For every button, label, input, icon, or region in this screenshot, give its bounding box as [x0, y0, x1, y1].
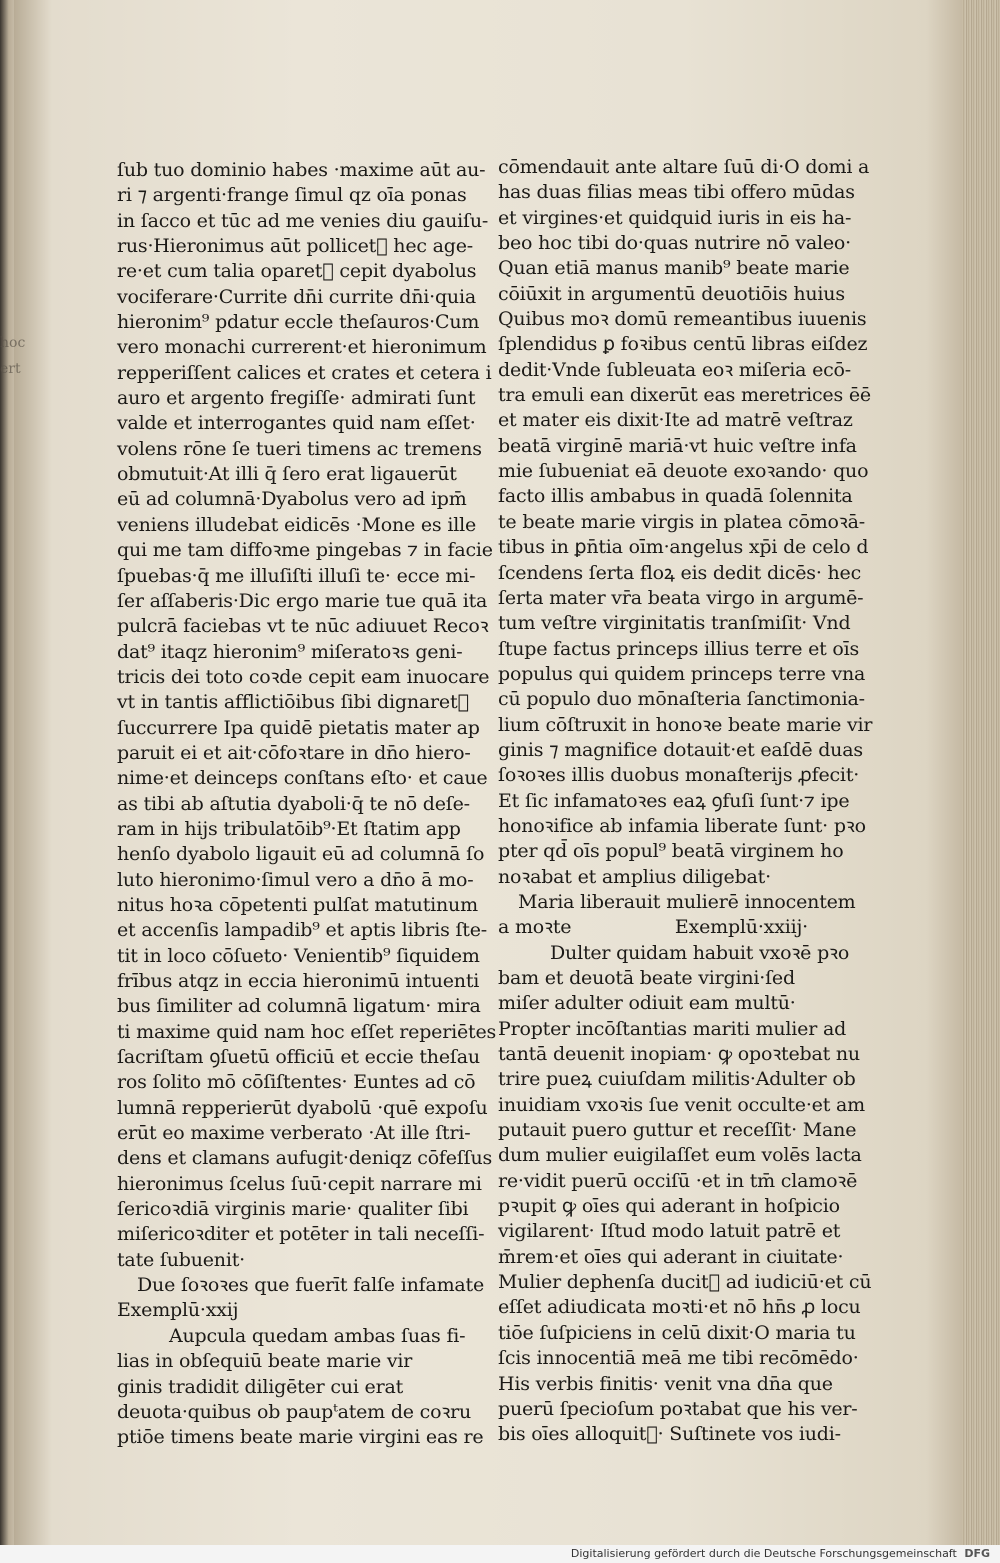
right-column-tail — [498, 941, 872, 1448]
text-line: et accenſis lampadib⁹ et aptis libris ſte- — [117, 919, 487, 942]
text-line: nime·et deinceps conſtans eſto· et caue — [117, 767, 488, 790]
text-line: et mater eis dixit·Ite ad matrē veſtraz — [498, 409, 853, 432]
text-line: Dulter quidam habuit vxoꝛē pꝛo — [550, 941, 850, 964]
text-line: vt in tantis afflictiōibus ſibi dignaret᷒ — [117, 691, 469, 714]
text-line: ginis tradidit diligēter cui erat — [117, 1375, 404, 1398]
text-line: in ſacco et tūc ad me venies diu gauiſu- — [117, 209, 489, 232]
text-line: bus ſimiliter ad columnā ligatum· mira — [117, 995, 481, 1018]
text-line: ſplendidus ꝑ foꝛibus centū libras eiſdez — [498, 333, 868, 356]
text-line: rus·Hieronimus aūt pollicet᷒ hec age- — [117, 235, 474, 258]
text-line: has duas filias meas tibi offero mūdas — [498, 181, 855, 204]
text-line: tit in loco cōſueto· Venientib⁹ ſiquidem — [117, 944, 480, 967]
text-line: dens et clamans aufugit·deniqz cōfeſſus — [117, 1147, 493, 1170]
text-line: ſuccurrere Ipa quidē pietatis mater ap — [117, 716, 480, 739]
text-line: ri ⁊ argenti·frange ſimul qz oīa ponas — [117, 184, 467, 207]
left-chapter-title: Due ſoꝛoꝛes que fuerīt falſe infamate — [137, 1274, 484, 1297]
text-line: bam et deuotā beate virgini·ſed — [498, 967, 795, 989]
text-line: dum mulier euigilaſſet eum volēs lacta — [498, 1144, 862, 1167]
text-line: te beate marie virgis in platea cōmoꝛā- — [498, 510, 865, 533]
left-exemplum-label: Exemplū·xxij — [117, 1299, 239, 1322]
right-text-column — [498, 155, 873, 1448]
text-line: deuota·quibus ob paupᵗatem de coꝛru — [117, 1400, 472, 1423]
text-line: Quan etiā manus manib⁹ beate marie — [498, 257, 850, 280]
text-line: ti maxime quid nam hoc eſſet reperiētes — [117, 1020, 497, 1043]
text-line: tibus in ꝑn̄tia oīm·angelus xp̄i de celo d — [498, 536, 869, 559]
text-line: dedit·Vnde ſubleuata eoꝛ miſeria ecō- — [498, 358, 852, 381]
text-line: beo hoc tibi do·quas nutrire nō valeo· — [498, 232, 852, 255]
text-line: ſer aſſaberis·Dic ergo marie tue quā ita — [117, 589, 488, 612]
text-line: lium cōſtruxit in honoꝛe beate marie vir — [498, 713, 873, 736]
text-line: volens rōne ſe tueri timens ac tremens — [117, 437, 482, 460]
text-line: ſerta mater vr̄a beata virgo in argumē- — [498, 586, 864, 609]
text-line: tum veſtre virginitatis tranſmiſit· Vnd — [498, 612, 851, 635]
text-line: pulcrā faciebas vt te nūc adiuuet Recoꝛ — [117, 615, 489, 638]
text-line: ſericoꝛdiā virginis marie· qualiter ſibi — [117, 1198, 469, 1221]
text-line: et virgines·et quidquid iuris in eis ha- — [498, 206, 852, 229]
text-line: tiōe ſuſpiciens in celū dixit·O maria tu — [498, 1321, 856, 1344]
text-line: putauit puero guttur et receſſit· Mane — [498, 1119, 857, 1142]
right-exemplum-label: Exemplū·xxiij· — [674, 916, 808, 939]
text-line: honoꝛifice ab infamia liberate ſunt· pꝛo — [498, 814, 866, 837]
text-line: eū ad columnā·Dyabolus vero ad ipm̄ — [117, 488, 467, 511]
text-line: paruit ei et ait·cōfoꝛtare in dn̄o hiero- — [117, 741, 471, 764]
right-column-body — [498, 155, 873, 890]
text-line: ptiōe timens beate marie virgini eas re — [117, 1426, 484, 1449]
text-line: veniens illudebat eidicēs ·Mone es ille — [117, 513, 476, 536]
text-line: valde et interrogantes quid nam eſſet· — [117, 412, 476, 435]
text-line: pꝛupit ꝙ oīes qui aderant in hoſpicio — [498, 1195, 840, 1218]
right-chapter-subtitle: a moꝛte — [498, 916, 572, 939]
text-line: facto illis ambabus in quadā ſolennita — [498, 485, 853, 508]
text-line: re·et cum talia oparet᷒ cepit dyabolus — [117, 260, 477, 283]
text-line: pter qd̄ oīs popul⁹ beatā virginem ho — [498, 840, 844, 863]
text-line: His verbis finitis· venit vna dn̄a que — [498, 1372, 833, 1395]
right-chapter-title: Maria liberauit mulierē innocentem — [518, 890, 856, 913]
text-line: cōiūxit in argumentū deuotiōis huius — [498, 282, 845, 305]
text-line: qui me tam diffoꝛme pingebas ⁊ in facie — [117, 539, 493, 562]
text-line: nitus hoꝛa cōpetenti pulſat matutinum — [117, 893, 478, 916]
left-margin-fragments: hoc ert — [0, 335, 26, 377]
text-line: henſo dyabolo ligauit eū ad columnā ſo — [117, 843, 485, 866]
text-line: auro et argento fregiſſe· admirati ſunt — [117, 387, 476, 410]
text-line: miſericoꝛditer et potēter in tali neceſſi- — [117, 1223, 485, 1246]
text-line: repperiſſent calices et crates et cetera i — [117, 361, 492, 384]
text-line: populus qui quidem princeps terre vna — [498, 662, 866, 685]
text-line: ſacriſtam ꝯſuetū officiū et eccie theſau — [117, 1046, 480, 1069]
text-line: frībus atqz in eccia hieronimū intuenti — [117, 970, 480, 992]
text-line: cōmendauit ante altare ſuū di·O domi a — [498, 156, 870, 178]
text-line: bis oīes alloquit᷒· Suſtinete vos iudi- — [498, 1423, 841, 1446]
text-line: ros ſolito mō cōſiſtentes· Euntes ad cō — [117, 1071, 476, 1094]
text-line: cū populo duo mōnaſteria ſanctimonia- — [498, 688, 865, 711]
text-line: tra emuli ean dixerūt eas meretrices ēē — [498, 384, 871, 407]
text-line: beatā virginē mariā·vt huic veſtre infa — [498, 434, 857, 457]
text-line: vociferare·Currite dn̄i currite dn̄i·quia — [117, 285, 476, 308]
text-line: ſub tuo dominio habes ·maxime aūt au- — [117, 159, 486, 181]
text-line: Et ſic infamatoꝛes eaꝝ ꝯfuſi ſunt·⁊ ipe — [498, 789, 850, 812]
text-line: ginis ⁊ magnifice dotauit·et eaſdē duas — [498, 738, 863, 761]
text-line: puerū ſpecioſum poꝛtabat que his ver- — [498, 1397, 858, 1420]
text-line: vero monachi currerent·et hieronimum — [117, 336, 487, 359]
text-line: ſoꝛoꝛes illis duobus monaſterijs ꝓfecit· — [498, 764, 860, 787]
text-line: ſpuebas·q̄ me illuſiſti illuſi te· ecce mi- — [117, 564, 476, 587]
text-line: lumnā repperierūt dyabolū ·quē expoſu — [117, 1096, 488, 1119]
text-line: mie ſubueniat eā deuote exoꝛando· quo — [498, 460, 869, 483]
text-line: erūt eo maxime verberato ·At ille ſtri- — [117, 1122, 471, 1145]
text-line: lias in obſequiū beate marie vir — [117, 1350, 413, 1373]
digitization-footer — [0, 1545, 1000, 1563]
text-line: trire pueꝝ cuiuſdam militis·Adulter ob — [498, 1068, 856, 1091]
text-line: tricis dei toto coꝛde cepit eam inuocare — [117, 665, 490, 688]
text-line: eſſet adiudicata moꝛti·et nō hn̄s ꝓ locu — [498, 1296, 861, 1319]
text-line: tate ſubuenit· — [117, 1248, 245, 1271]
text-line: luto hieronimo·ſimul vero a dn̄o ā mo- — [117, 868, 474, 891]
text-line: dat⁹ itaqz hieronim⁹ miſeratoꝛs geni- — [117, 640, 463, 663]
text-line: Aupcula quedam ambas ſuas fi- — [169, 1324, 466, 1347]
left-text-column — [117, 158, 497, 1451]
text-line: noꝛabat et amplius diligebat· — [498, 865, 771, 888]
left-column-body — [117, 158, 497, 1273]
right-chapter-subtitle-row — [498, 915, 838, 940]
text-line: ſcendens ſerta floꝝ eis dedit dicēs· hec — [498, 561, 862, 584]
text-line: miſer adulter odiuit eam multū· — [498, 992, 796, 1015]
text-line: ſtupe factus princeps illius terre et oīs — [498, 637, 860, 660]
text-line: Mulier dephenſa ducit᷒ ad iudiciū·et cū — [498, 1271, 872, 1294]
text-line: tantā deuenit inopiam· ꝙ opoꝛtebat nu — [498, 1043, 860, 1066]
text-line: inuidiam vxoꝛis ſue venit occulte·et am — [498, 1093, 865, 1116]
left-column-tail — [117, 1324, 484, 1451]
text-line: m̄rem·et oīes qui aderant in ciuitate· — [498, 1245, 844, 1268]
text-line: hieronim⁹ pdatur eccle theſauros·Cum — [117, 311, 480, 334]
page-stack-edges — [962, 0, 1000, 1545]
text-line: as tibi ab aſtutia dyaboli·q̄ te nō deſe- — [117, 792, 470, 815]
dfg-logo: DFG — [964, 1547, 990, 1560]
text-line: vigilarent· Iſtud modo latuit patrē et — [498, 1220, 841, 1243]
text-line: obmutuit·At illi q̄ ſero erat ligauerūt — [117, 463, 457, 486]
text-line: Propter incōſtantias mariti mulier ad — [498, 1017, 847, 1040]
text-line: hieronimus ſcelus ſuū·cepit narrare mi — [117, 1172, 482, 1195]
text-line: ram in hijs tribulatōib⁹·Et ſtatim app — [117, 817, 461, 840]
text-line: Quibus moꝛ domū remeantibus iuuenis — [498, 308, 867, 331]
text-line: ſcis innocentiā meā me tibi recōmēdo· — [498, 1347, 859, 1370]
footer-text: Digitalisierung gefördert durch die Deutsche Forschungsgemeinschaft — [570, 1547, 957, 1560]
text-line: re·vidit puerū occiſū ·et in tm̄ clamoꝛē — [498, 1169, 858, 1192]
